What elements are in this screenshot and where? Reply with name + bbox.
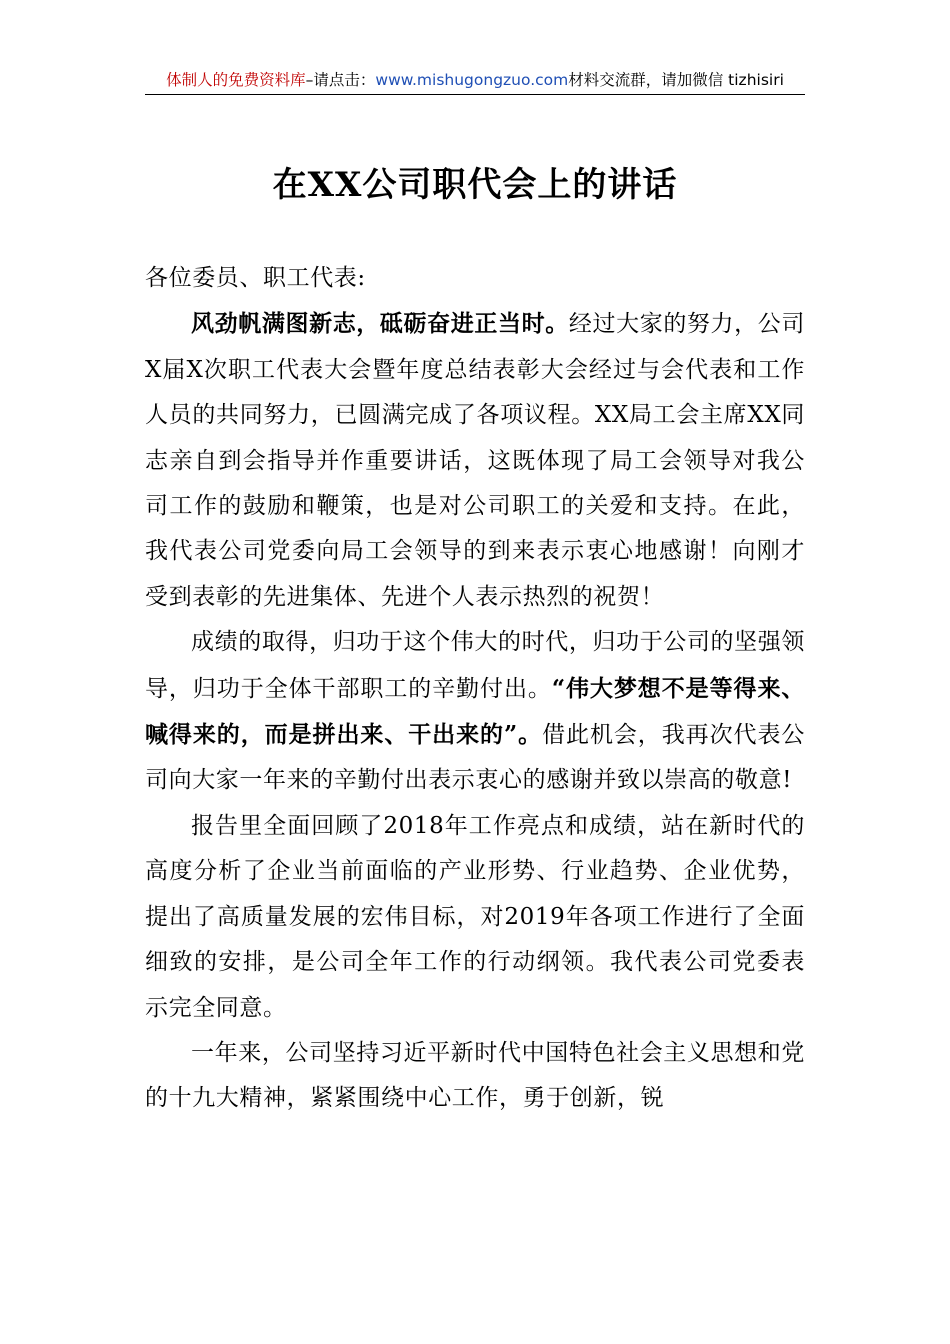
header-brand: 体制人的免费资料库 <box>166 71 306 89</box>
header-link[interactable]: www.mishugongzuo.com <box>375 71 569 89</box>
paragraph-2-quote: “伟大梦想不是等得来、喊得来的，而是拼出来、干出来的”。 <box>145 674 805 749</box>
document-body <box>145 256 805 1122</box>
paragraph-4: 一年来，公司坚持习近平新时代中国特色社会主义思想和党的十九大精神，紧紧围绕中心工作，勇于创新，锐 <box>145 1039 805 1112</box>
paragraph-1-text: 经过大家的努力，公司X届X次职工代表大会暨年度总结表彰大会经过与会代表和工作人员的共同努力，已圆满完成了各项议程。XX局工会主席XX同志亲自到会指导并作重要讲话，这既体现了局工会领导对我公司工作的鼓励和鞭策，也是对公司职工的关爱和支持。在此，我代表公司党委向局工会领导的到来表示衷心地感谢！向刚才受到表彰的先进集体、先进个人表示热烈的祝贺！ <box>145 311 805 610</box>
paragraph-1 <box>145 301 805 620</box>
paragraph-1-lead: 风劲帆满图新志，砥砺奋进正当时。 <box>191 310 569 338</box>
paragraph-2 <box>145 620 805 804</box>
paragraph-2-after: 借此机会，我再次代表公司向大家一年来的辛勤付出表示衷心的感谢并致以崇高的敬意! <box>145 722 805 794</box>
paragraph-2-before: 成绩的取得，归功于这个伟大的时代，归功于公司的坚强领导，归功于全体干部职工的辛勤付出。 <box>145 629 805 702</box>
header-prompt: –请点击： <box>305 71 376 89</box>
header-note: 材料交流群，请加微信 tizhisiri <box>568 71 784 89</box>
document-title: 在XX公司职代会上的讲话 <box>272 165 678 205</box>
paragraph-3: 报告里全面回顾了2018年工作亮点和成绩，站在新时代的高度分析了企业当前面临的产业形势、行业趋势、企业优势，提出了高质量发展的宏伟目标，对2019年各项工作进行了全面细致的安排，是公司全年工作的行动纲领。我代表公司党委表示完全同意。 <box>145 812 805 1021</box>
salutation: 各位委员、职工代表: <box>145 265 366 291</box>
page-header <box>145 68 805 95</box>
